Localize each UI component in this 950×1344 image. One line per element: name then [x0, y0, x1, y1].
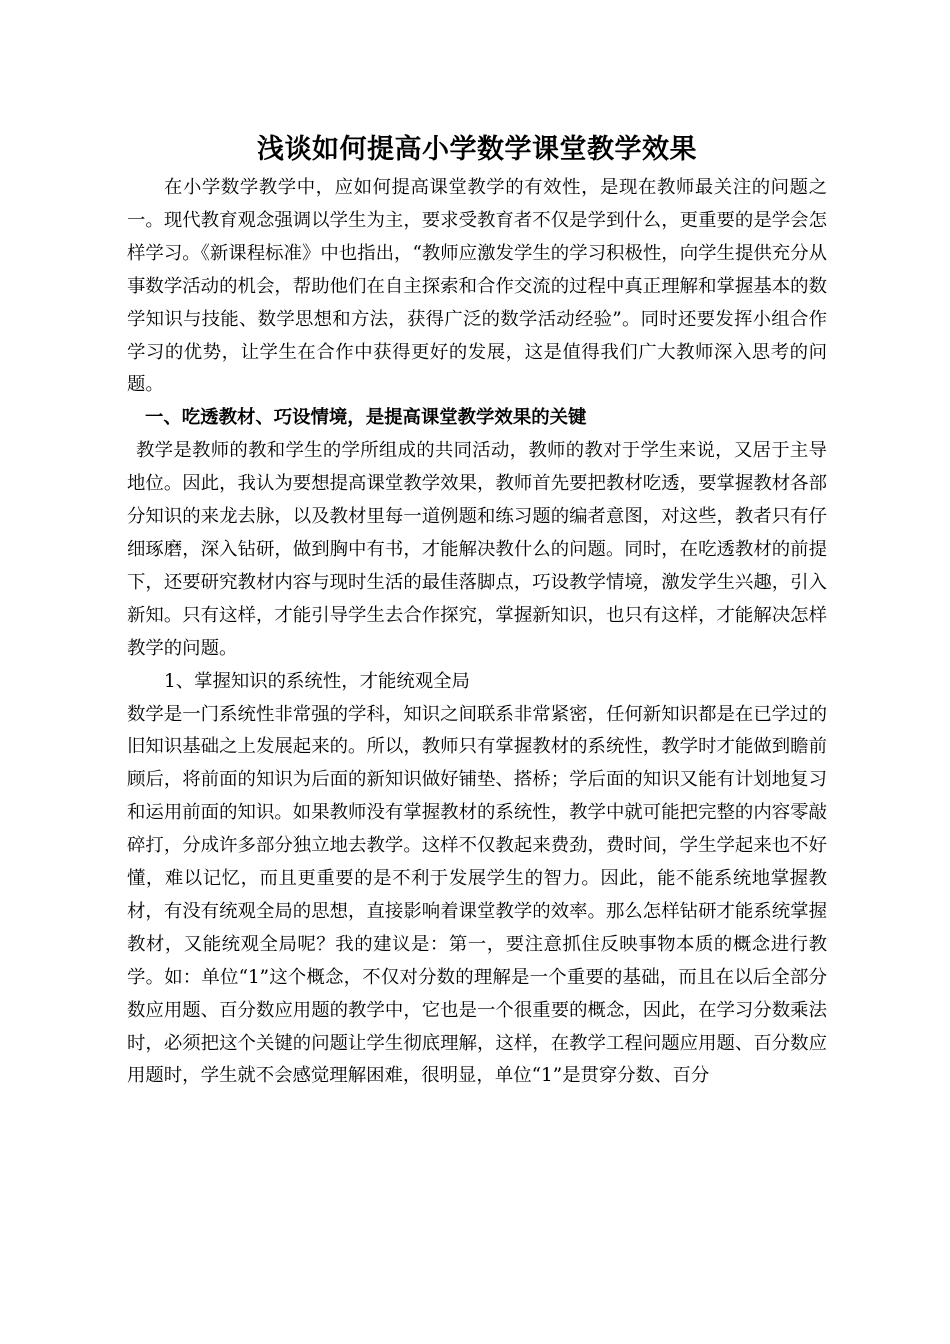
section-1-paragraph: 教学是教师的教和学生的学所组成的共同活动，教师的教对于学生来说，又居于主导地位。因此，我认为要想提高课堂教学效果，教师首先要把教材吃透，要掌握教材各部分知识的来龙去脉，以及教材里每一道例题和练习题的编者意图，对这些，教者只有仔细琢磨，深入钻研，做到胸中有书，才能解决教什么的问题。同时，在吃透教材的前提下，还要研究教材内容与现时生活的最佳落脚点，巧设教学情境，激发学生兴趣，引入新知。只有这样，才能引导学生去合作探究，掌握新知识，也只有这样，才能解决怎样教学的问题。 [127, 440, 827, 659]
intro-paragraph: 在小学数学教学中，应如何提高课堂教学的有效性，是现在教师最关注的问题之一。现代教育观念强调以学生为主，要求受教育者不仅是学到什么，更重要的是学会怎样学习。《新课程标准》中也指出，“教师应激发学生的学习积极性，向学生提供充分从事数学活动的机会，帮助他们在自主探索和合作交流的过程中真正理解和掌握基本的数学知识与技能、数学思想和方法，获得广泛的数学活动经验”。同时还要发挥小组合作学习的优势，让学生在合作中获得更好的发展，这是值得我们广大教师深入思考的问题。 [127, 177, 827, 396]
subsection-1-paragraph: 数学是一门系统性非常强的学科，知识之间联系非常紧密，任何新知识都是在已学过的旧知识基础之上发展起来的。所以，教师只有掌握教材的系统性，教学时才能做到瞻前顾后，将前面的知识为后面的新知识做好铺垫、搭桥；学后面的知识又能有计划地复习和运用前面的知识。如果教师没有掌握教材的系统性，教学中就可能把完整的内容零敲碎打，分成许多部分独立地去教学。这样不仅教起来费劲，费时间，学生学起来也不好懂，难以记忆，而且更重要的是不利于发展学生的智力。因此，能不能系统地掌握教材，有没有统观全局的思想，直接影响着课堂教学的效率。那么怎样钻研才能系统掌握教材，又能统观全局呢？我的建议是：第一，要注意抓住反映事物本质的概念进行教学。如：单位“1”这个概念，不仅对分数的理解是一个重要的基础，而且在以后全部分数应用题、百分数应用题的教学中，它也是一个很重要的概念，因此，在学习分数乘法时，必须把这个关键的问题让学生彻底理解，这样，在教学工程问题应用题、百分数应用题时，学生就不会感觉理解困难，很明显，单位“1”是贯穿分数、百分 [127, 703, 827, 1087]
document-title: 浅谈如何提高小学数学课堂教学效果 [257, 134, 697, 165]
document-page [127, 128, 827, 1093]
subsection-1-heading: 1、掌握知识的系统性，才能统观全局 [164, 670, 470, 692]
section-1-heading: 一、吃透教材、巧设情境，是提高课堂教学效果的关键 [145, 407, 587, 429]
